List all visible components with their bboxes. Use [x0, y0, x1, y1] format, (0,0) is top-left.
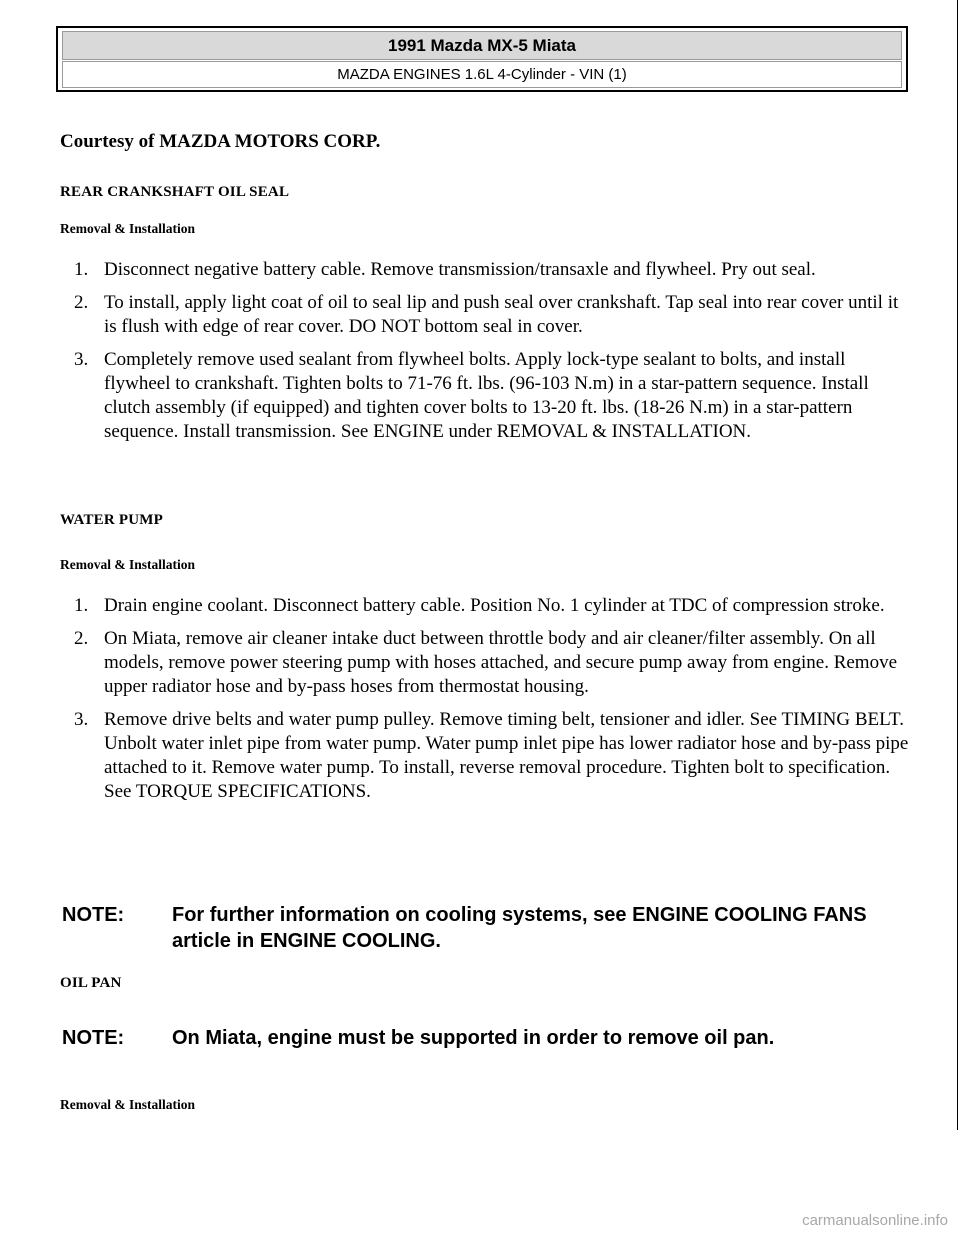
list-item — [60, 258, 910, 282]
step-number: 3. — [74, 349, 89, 370]
section-heading-water-pump: WATER PUMP — [60, 512, 163, 528]
step-number: 1. — [74, 259, 89, 280]
section-subheading: Removal & Installation — [60, 1097, 195, 1112]
note-label: NOTE: — [62, 1027, 125, 1049]
watermark-logo: carmanualsonline.info — [802, 1212, 948, 1229]
step-list — [60, 258, 910, 453]
step-text: Remove drive belts and water pump pulley. Remove timing belt, tensioner and idler. See TIMING BELT. Unbolt water inlet pipe from water pump. Water pump inlet pipe has lower radiator hose and by-pass pipe attached to it. Remove water pump. To install, reverse removal procedure. Tighten bolt to specification. See TORQUE SPECIFICATIONS. — [104, 709, 909, 802]
header-subtitle: MAZDA ENGINES 1.6L 4-Cylinder - VIN (1) — [62, 61, 902, 88]
note-text: On Miata, engine must be supported in order to remove oil pan. — [172, 1027, 775, 1049]
step-number: 1. — [74, 595, 89, 616]
list-item — [60, 348, 910, 444]
section-heading-rear-crankshaft-oil-seal: REAR CRANKSHAFT OIL SEAL — [60, 184, 290, 200]
step-text: To install, apply light coat of oil to seal lip and push seal over crankshaft. Tap seal into rear cover until it is flush with edge of rear cover. DO NOT bottom seal in cover. — [104, 292, 899, 337]
list-item — [60, 291, 910, 339]
page-edge-rule — [957, 0, 958, 1130]
step-text: Disconnect negative battery cable. Remove transmission/transaxle and flywheel. Pry out seal. — [104, 259, 816, 280]
step-list — [60, 594, 910, 813]
courtesy-caption: Courtesy of MAZDA MOTORS CORP. — [60, 131, 381, 152]
step-number: 2. — [74, 292, 89, 313]
step-text: Drain engine coolant. Disconnect battery cable. Position No. 1 cylinder at TDC of compression stroke. — [104, 595, 885, 616]
list-item — [60, 708, 910, 804]
page-header — [56, 26, 908, 92]
list-item — [60, 627, 910, 699]
list-item — [60, 594, 910, 618]
step-number: 2. — [74, 628, 89, 649]
note-label: NOTE: — [62, 904, 125, 926]
step-text: Completely remove used sealant from flywheel bolts. Apply lock-type sealant to bolts, and install flywheel to crankshaft. Tighten bolts to 71-76 ft. lbs. (96-103 N.m) in a star-pattern sequence. Install clutch assembly (if equipped) and tighten cover bolts to 13-20 ft. lbs. (18-26 N.m) in a star-pattern sequence. Install transmission. See ENGINE under REMOVAL & INSTALLATION. — [104, 349, 869, 442]
section-subheading: Removal & Installation — [60, 221, 195, 236]
section-subheading: Removal & Installation — [60, 557, 195, 572]
section-heading-oil-pan: OIL PAN — [60, 975, 122, 991]
header-title: 1991 Mazda MX-5 Miata — [62, 31, 902, 60]
step-text: On Miata, remove air cleaner intake duct between throttle body and air cleaner/filter assembly. On all models, remove power steering pump with hoses attached, and secure pump away from engine. Remove upper radiator hose and by-pass hoses from thermostat housing. — [104, 628, 898, 697]
note-text: For further information on cooling systems, see ENGINE COOLING FANS article in ENGINE COOLING. — [172, 904, 867, 952]
step-number: 3. — [74, 709, 89, 730]
